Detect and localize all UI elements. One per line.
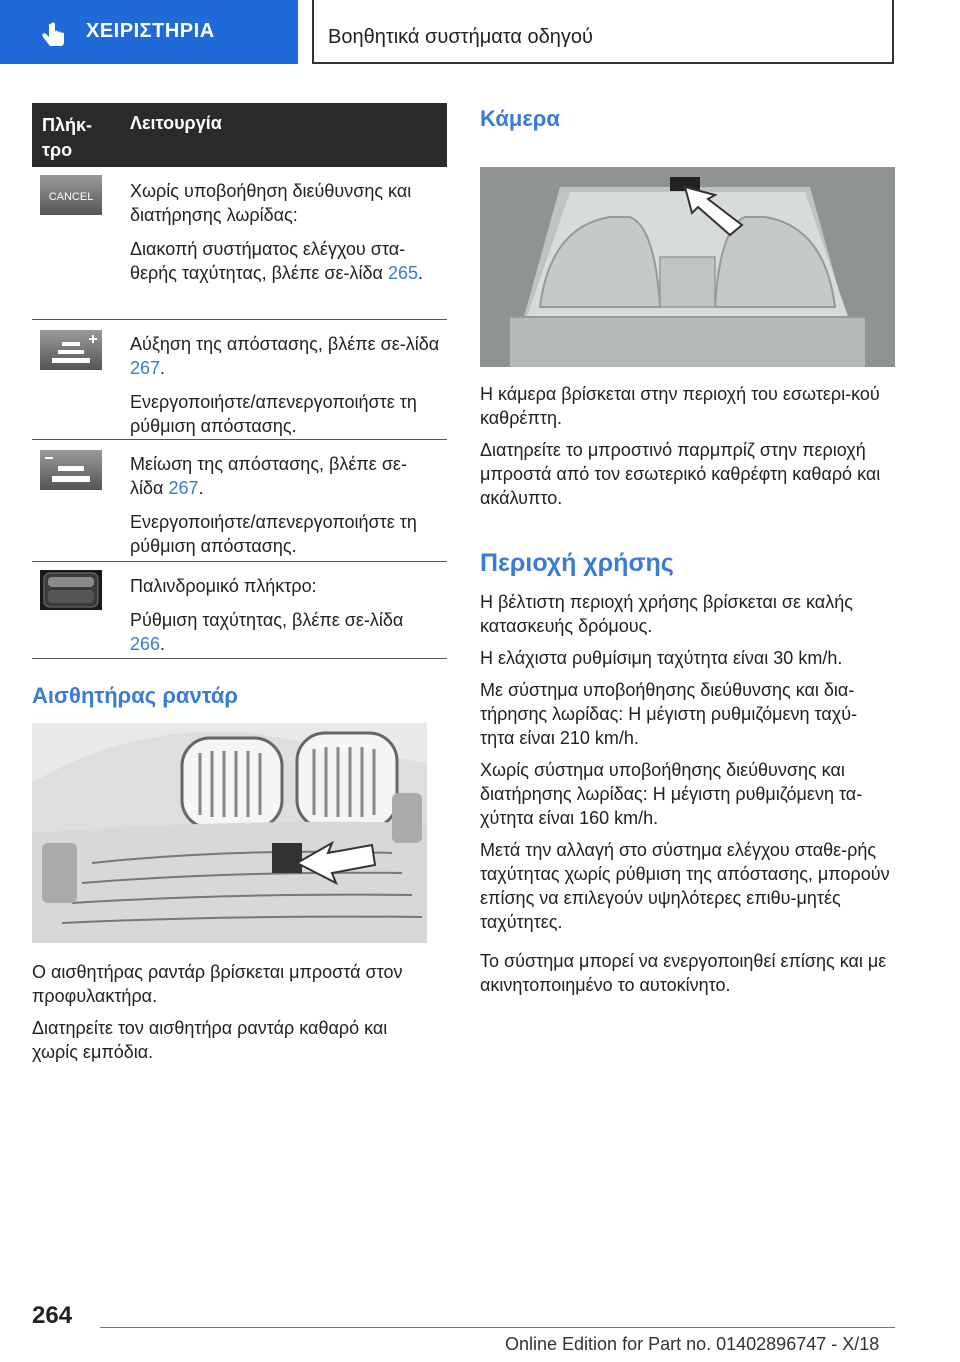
chapter-tab-label: ΧΕΙΡΙΣΤΗΡΙΑ <box>86 20 215 42</box>
row4-text2: Ρύθμιση ταχύτητας, βλέπε σε-λίδα 266. <box>130 610 404 654</box>
usage-text6: Το σύστημα μπορεί να ενεργοποιηθεί επίσης και με ακινητοποιημένο το αυτοκίνητο. <box>480 951 887 995</box>
radar-sensor-image <box>32 723 427 943</box>
page-number: 264 <box>32 1302 73 1329</box>
radar-heading: Αισθητήρας ραντάρ <box>32 683 239 708</box>
camera-image <box>480 167 895 367</box>
usage-text2: Η ελάχιστα ρυθμίσιμη ταχύτητα είναι 30 km/h. <box>480 648 843 668</box>
edition-info: Online Edition for Part no. 01402896747 - X/18 <box>505 1334 880 1354</box>
hand-pointer-icon <box>40 22 66 50</box>
page-link[interactable]: 267 <box>130 358 161 378</box>
distance-increase-icon <box>40 330 102 370</box>
camera-text1: Η κάμερα βρίσκεται στην περιοχή του εσωτερι-κού καθρέπτη. <box>480 384 880 428</box>
camera-text2: Διατηρείτε το μπροστινό παρμπρίζ στην περιοχή μπροστά από τον εσωτερικό καθρέφτη καθαρό και ακάλυπτο. <box>480 440 881 508</box>
radar-text1: Ο αισθητήρας ραντάρ βρίσκεται μπροστά στον προφυλακτήρα. <box>32 962 403 1006</box>
table-header <box>32 103 447 167</box>
usage-text1: Η βέλτιστη περιοχή χρήσης βρίσκεται σε καλής κατασκευής δρόμους. <box>480 592 853 636</box>
header-button: Πλήκ- τρο <box>42 115 93 160</box>
distance-decrease-icon <box>40 450 102 490</box>
cancel-button-icon <box>40 175 102 215</box>
radar-text2: Διατηρείτε τον αισθητήρα ραντάρ καθαρό και χωρίς εμπόδια. <box>32 1018 388 1062</box>
table-row <box>32 167 447 320</box>
row2-text1: Αύξηση της απόστασης, βλέπε σε-λίδα 267. <box>130 334 440 378</box>
table-row <box>32 320 447 440</box>
camera-heading: Κάμερα <box>480 106 560 131</box>
page-link[interactable]: 265 <box>387 263 418 283</box>
chapter-tab[interactable] <box>0 0 298 64</box>
usage-heading: Περιοχή χρήσης <box>480 549 674 577</box>
section-title: Βοηθητικά συστήματα οδηγού <box>328 26 593 48</box>
rocker-switch-icon <box>40 570 102 610</box>
usage-text3: Με σύστημα υποβοήθησης διεύθυνσης και δια-τήρησης λωρίδας: Η μέγιστη ρυθμιζόμενη ταχύ-τητα είναι 210 km/h. <box>480 680 858 748</box>
page-link[interactable]: 267 <box>168 478 199 498</box>
table-row <box>32 562 447 659</box>
row3-text1: Μείωση της απόστασης, βλέπε σε-λίδα 267. <box>130 454 407 498</box>
usage-text4: Χωρίς σύστημα υποβοήθησης διεύθυνσης και διατήρησης λωρίδας: Η μέγιστη ρυθμιζόμενη τα-χύτητα είναι 160 km/h. <box>480 760 863 828</box>
header-function: Λειτουργία <box>130 113 222 133</box>
button-function-table <box>32 103 447 659</box>
row3-text2: Ενεργοποιήστε/απενεργοποιήστε τη ρύθμιση απόστασης. <box>130 512 417 556</box>
usage-text5: Μετά την αλλαγή στο σύστημα ελέγχου σταθε-ρής ταχύτητας χωρίς ρύθμιση της απόστασης, μπορούν επίσης να επιλεγούν υψηλότερες επιθυ-μητές ταχύτητες. <box>480 840 890 932</box>
row4-text1: Παλινδρομικό πλήκτρο: <box>130 576 317 596</box>
page-link[interactable]: 266 <box>130 634 161 654</box>
section-title-box <box>312 0 894 64</box>
row1-text1: Χωρίς υποβοήθηση διεύθυνσης και διατήρησης λωρίδας: <box>130 181 412 225</box>
row1-text2: Διακοπή συστήματος ελέγχου στα-θερής ταχύτητας, βλέπε σε-λίδα 265. <box>130 239 424 283</box>
cancel-icon-text: CANCEL <box>48 191 94 203</box>
footer-divider <box>100 1327 895 1328</box>
table-row <box>32 440 447 562</box>
row2-text2: Ενεργοποιήστε/απενεργοποιήστε τη ρύθμιση απόστασης. <box>130 392 417 436</box>
